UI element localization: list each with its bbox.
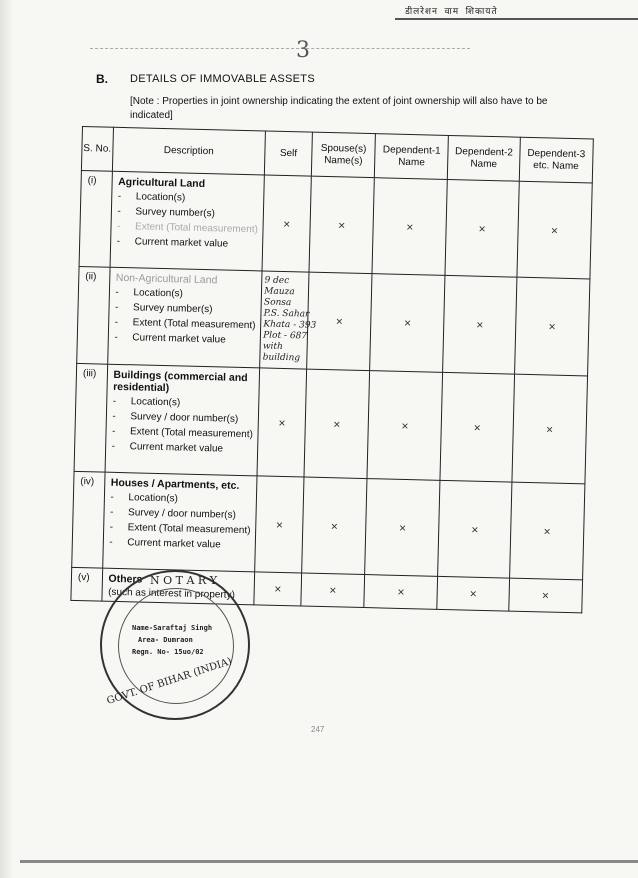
cross-mark: × [364,575,438,610]
row-category: Others [108,572,143,586]
cross-mark: × [257,368,306,477]
row-category: Houses / Apartments, etc. [110,476,240,492]
list-item: Current market value [129,441,224,455]
row-category: Agricultural Land [118,175,206,191]
stamp-name: Name-Saraftaj Singh [132,624,213,632]
cross-mark: × [509,482,585,580]
handwritten-line: Mauza [264,286,295,298]
cross-mark: × [309,176,374,274]
row-sno: (iv) [72,471,105,568]
stamp-ring-text: GOVT. OF BIHAR (INDIA) [105,656,234,707]
handwritten-line: P.S. Sahar [263,308,310,320]
header-sno: S. No. [81,127,113,172]
handwritten-line: building [262,352,301,364]
row-category: Non-Agricultural Land [115,271,218,287]
row-sno: (i) [79,170,112,267]
row-category: Buildings (commercial and residential) [113,368,248,395]
table-row [72,471,585,579]
handwritten-entry [260,271,317,369]
table-row [79,170,592,278]
stamp-top-text: N O T A R Y [150,574,217,587]
header-description: Description [112,127,266,175]
cross-mark: × [262,175,311,272]
row-sno: (v) [71,567,102,601]
cross-mark: × [512,374,588,484]
header-dependent-1: Dependent-1 Name [374,134,448,180]
cross-mark: × [301,573,365,608]
section-letter: B. [96,72,108,86]
table-row [74,363,587,483]
cross-mark: × [302,477,367,575]
row-sno: (iii) [74,363,107,472]
cross-mark: × [440,372,514,482]
list-item: Location(s) [135,191,186,204]
page-mark: 3 [296,38,310,63]
cross-mark: × [304,369,370,479]
immovable-assets-table [70,126,594,618]
list-item: Extent (Total measurement) [129,426,254,441]
stamp-area: Area- Dumraon [138,636,193,644]
cross-mark: × [508,578,582,613]
list-item: Location(s) [133,287,184,300]
cross-mark: × [437,576,509,611]
cross-mark: × [307,272,372,371]
row-description: Houses / Apartments, etc. - Location(s) - Survey / door number(s) - Extent (Total measurement) - Current market value [102,472,257,572]
cross-mark: × [443,275,517,374]
footer-page-number: 247 [311,725,325,734]
cross-mark: × [514,277,590,376]
header-self: Self [265,131,313,176]
top-rule [395,18,638,20]
list-item: Current market value [134,236,229,250]
cross-mark: × [517,181,593,279]
table-row [77,266,590,375]
list-item: Survey / door number(s) [127,507,237,521]
row-subtext: (such as interest in property) [108,586,235,601]
page-edge-shadow [0,0,14,878]
list-item: Survey number(s) [135,206,216,220]
cross-mark: × [370,274,446,373]
list-item: Survey / door number(s) [130,411,239,425]
cross-mark: × [445,179,519,277]
handwritten-line: 9 dec [264,275,290,287]
header-spouse: Spouse(s) Name(s) [311,132,375,178]
row-description: Agricultural Land - Location(s) - Survey number(s) - Extent (Total measurement) - Current market value [110,171,265,271]
cross-mark: × [255,476,304,573]
cross-mark: × [372,178,448,276]
notary-stamp [100,570,250,720]
stamp-registration: Regn. No- 15uo/02 [132,648,204,656]
header-dependent-3: Dependent-3 etc. Name [519,137,593,183]
bottom-rule [20,860,638,863]
list-item: Current market value [127,537,221,551]
cross-mark: × [365,479,441,577]
dashed-divider [90,48,470,49]
row-sno: (ii) [77,266,110,364]
handwritten-line: Plot - 687 [263,330,308,342]
section-title: DETAILS OF IMMOVABLE ASSETS [130,73,315,85]
cross-mark: × [254,572,302,606]
list-item: Location(s) [130,396,181,409]
cross-mark: × [367,371,443,481]
list-item: Survey number(s) [132,302,213,316]
list-item: Extent (Total measurement) [132,317,256,332]
top-header-strip: डीलरेशन वाम शिकायते [405,7,498,16]
handwritten-line: Sonsa [263,297,292,309]
cross-mark: × [438,480,512,578]
header-dependent-2: Dependent-2 Name [448,135,520,181]
list-item: Location(s) [128,492,179,505]
handwritten-line: with [262,341,284,352]
row-description: Non-Agricultural Land - Location(s) - Survey number(s) - Extent (Total measurement) - Current market value [107,267,262,368]
row-description: Buildings (commercial and residential) - Location(s) - Survey / door number(s) - Extent (Total measurement) - Current market value [105,364,260,476]
list-item: Current market value [132,332,226,346]
list-item: Extent (Total measurement) [134,221,259,236]
handwritten-line: Khata - 393 [263,319,317,331]
section-note: [Note : Properties in joint ownership indicating the extent of joint ownership will also have to be indicated] [130,96,548,121]
list-item: Extent (Total measurement) [127,522,251,537]
